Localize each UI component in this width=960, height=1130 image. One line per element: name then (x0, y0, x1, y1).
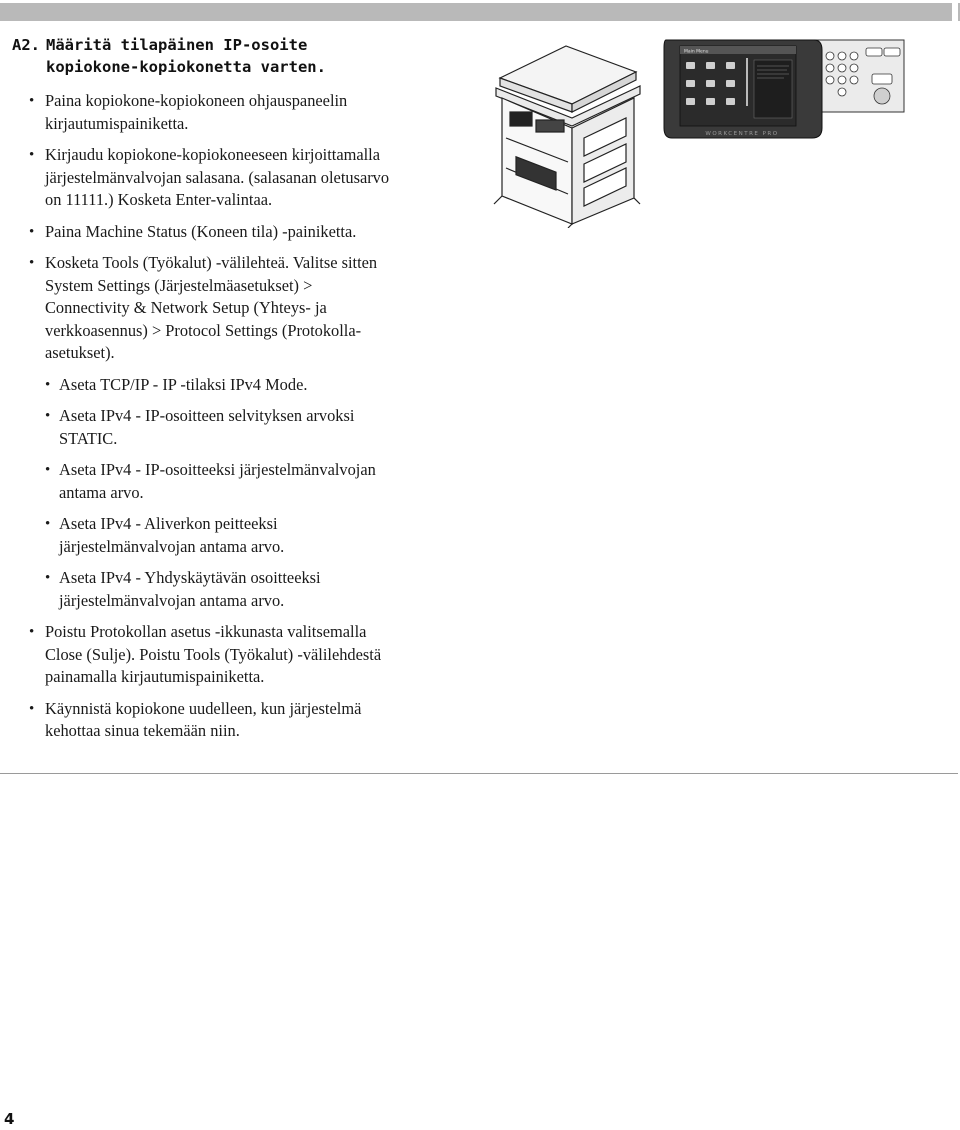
sub-step-item: • Aseta TCP/IP - IP -tilaksi IPv4 Mode. (45, 374, 399, 397)
instruction-list (29, 90, 399, 752)
sub-step-item: • Aseta IPv4 - Aliverkon peitteeksi järjestelmänvalvojan antama arvo. (45, 513, 399, 558)
section-number: A2. (12, 36, 40, 54)
step-item: • Paina kopiokone-kopiokoneen ohjauspaneelin kirjautumispainiketta. (29, 90, 399, 135)
section-title: Määritä tilapäinen IP-osoite kopiokone-kopiokonetta varten. (46, 36, 326, 76)
step-text: Kosketa Tools (Työkalut) -välilehteä. Valitse sitten System Settings (Järjestelmäasetukset) > Connectivity & Network Setup (Yhteys- ja verkkoasennus) > Protocol Settings (Protokolla-asetukset). (45, 253, 378, 362)
section-heading (12, 34, 392, 78)
page-number: 4 (4, 1110, 15, 1128)
step-item: • Käynnistä kopiokone uudelleen, kun järjestelmä kehottaa sinua tekemään niin. (29, 698, 399, 743)
panel-brand: WORKCENTRE PRO (705, 131, 779, 137)
screen-title: Main Menu (684, 49, 709, 55)
sub-step-item: • Aseta IPv4 - IP-osoitteeksi järjestelmänvalvojan antama arvo. (45, 459, 399, 504)
sub-step-item: • Aseta IPv4 - IP-osoitteen selvityksen arvoksi STATIC. (45, 405, 399, 450)
copier-illustration (488, 28, 648, 228)
step-item: • Kirjaudu kopiokone-kopiokoneeseen kirjoittamalla järjestelmänvalvojan salasana. (salasanan oletusarvo on 11111.) Kosketa Enter-valintaa. (29, 144, 399, 212)
sub-step-list (45, 374, 399, 613)
top-band (0, 3, 960, 21)
control-panel-illustration (662, 34, 908, 148)
step-item: • Paina Machine Status (Koneen tila) -painiketta. (29, 221, 399, 244)
step-item (29, 252, 399, 612)
step-item: • Poistu Protokollan asetus -ikkunasta valitsemalla Close (Sulje). Poistu Tools (Työkalut) -välilehdestä painamalla kirjautumispainiketta. (29, 621, 399, 689)
divider (0, 773, 958, 774)
sub-step-item: • Aseta IPv4 - Yhdyskäytävän osoitteeksi järjestelmänvalvojan antama arvo. (45, 567, 399, 612)
